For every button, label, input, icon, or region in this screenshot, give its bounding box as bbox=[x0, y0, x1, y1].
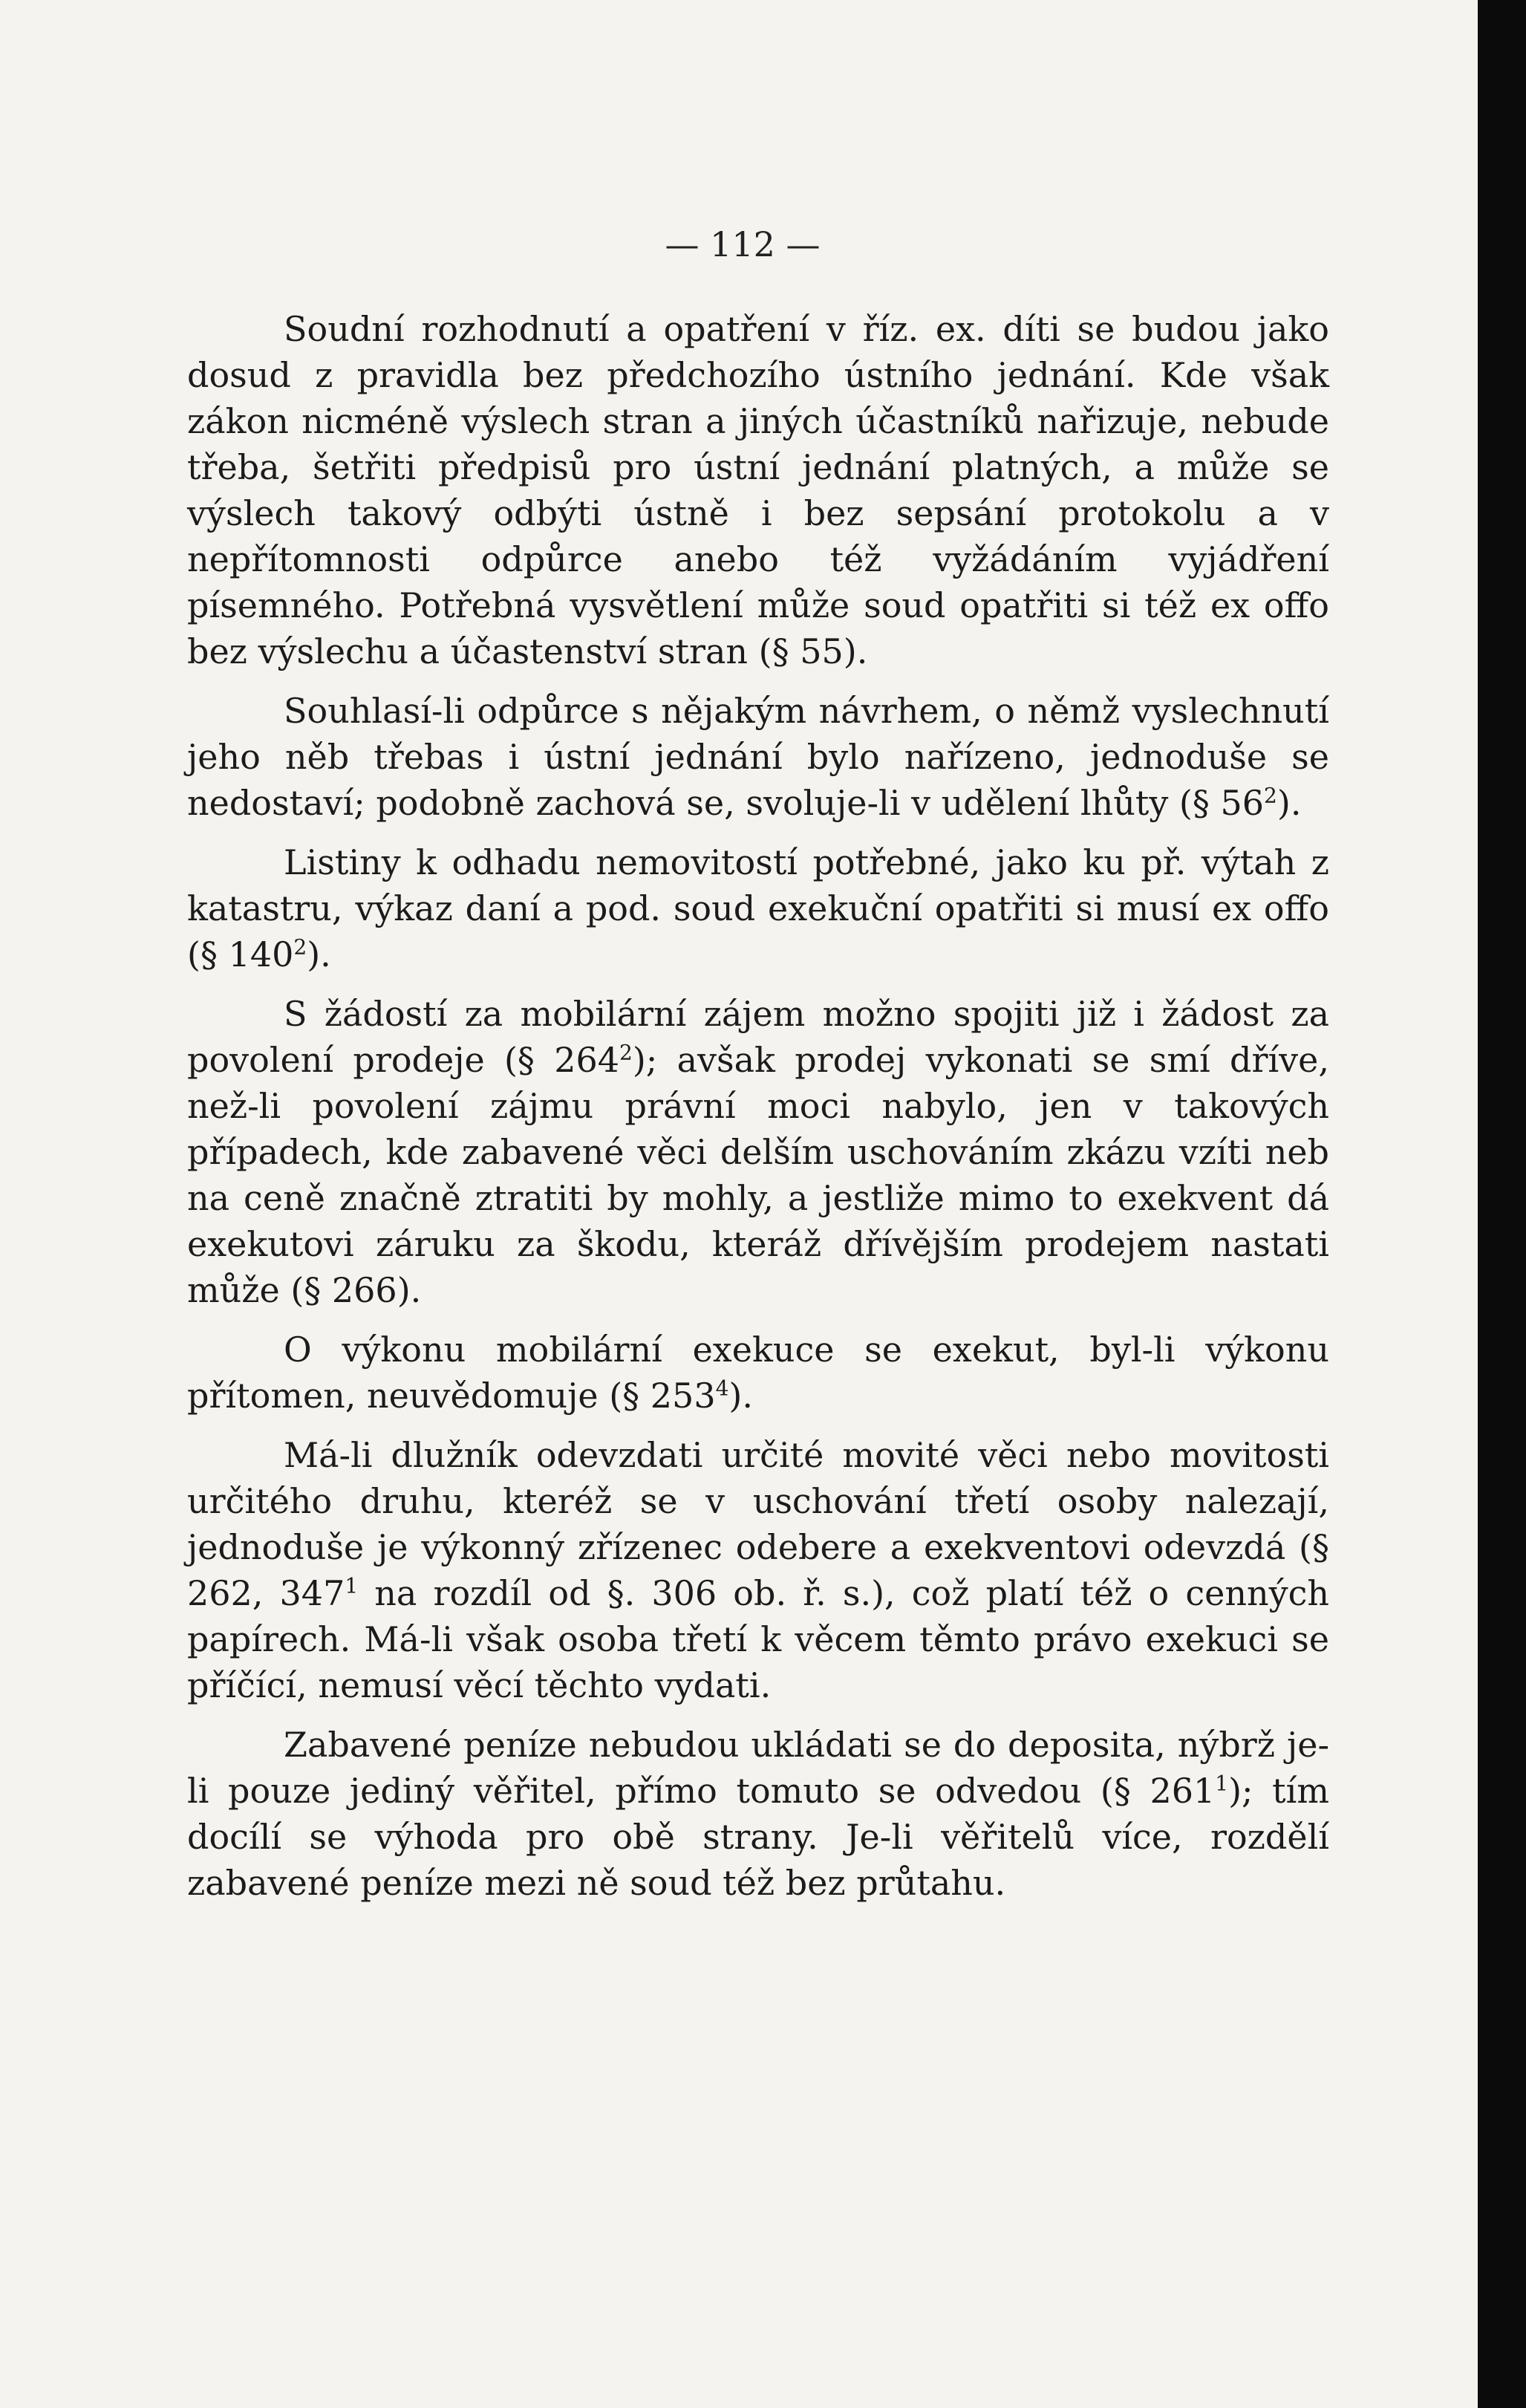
page-number: — 112 — bbox=[665, 224, 821, 264]
paragraph-text: na rozdíl od §. 306 ob. ř. s.), což platí též o cenných papírech. Má-li však osoba třetí k věcem těmto právo exekuci se příčící, nemusí věcí těchto vydati. bbox=[187, 1573, 1329, 1705]
footnote-superscript: 4 bbox=[715, 1376, 729, 1401]
paragraph-text: ); tím docílí se výhoda pro obě strany. Je-li věřitelů více, rozdělí zabavené peníze mezi ně soud též bez průtahu. bbox=[187, 1771, 1329, 1903]
paragraph bbox=[187, 1432, 1329, 1708]
body-text bbox=[187, 306, 1329, 1919]
paragraph-text: ); avšak prodej vykonati se smí dříve, než-li povolení zájmu právní moci nabylo, jen v takových případech, kde zabavené věci delším uschováním zkázu vzíti neb na ceně značně ztratiti by mohly, a jestliže mimo to exekvent dá exekutovi záruku za škodu, kteráž dřívějším prodejem nastati může (§ 266). bbox=[187, 1040, 1330, 1310]
paragraph-text: ). bbox=[728, 1376, 753, 1416]
page-edge bbox=[1478, 0, 1526, 2408]
paragraph-text: Listiny k odhadu nemovitostí potřebné, jako ku př. výtah z katastru, výkaz daní a pod. soud exekuční opatřiti si musí ex offo (§ 140 bbox=[187, 842, 1329, 974]
footnote-superscript: 1 bbox=[1215, 1771, 1229, 1796]
paragraph-text: Zabavené peníze nebudou ukládati se do deposita, nýbrž je-li pouze jediný věřitel, přímo tomuto se odvedou (§ 261 bbox=[187, 1725, 1329, 1811]
paragraph-text: O výkonu mobilární exekuce se exekut, byl-li výkonu přítomen, neuvědomuje (§ 253 bbox=[187, 1330, 1329, 1416]
paragraph-text: ). bbox=[1276, 783, 1302, 823]
paragraph bbox=[187, 688, 1329, 826]
paragraph-text: Souhlasí-li odpůrce s nějakým návrhem, o němž vyslechnutí jeho něb třebas i ústní jednání bylo nařízeno, jednoduše se nedostaví; podobně zachová se, svoluje-li v udělení lhůty (§ 56 bbox=[187, 691, 1329, 823]
paragraph bbox=[187, 1722, 1329, 1906]
paragraph-text: Má-li dlužník odevzdati určité movité věci nebo movitosti určitého druhu, kteréž se v uschování třetí osoby nalezají, jednoduše je výkonný zřízenec odebere a exekventovi odevzdá (§ 262, 347 bbox=[187, 1435, 1329, 1613]
paragraph bbox=[187, 839, 1329, 977]
paragraph-text: S žádostí za mobilární zájem možno spojiti již i žádost za povolení prodeje (§ 264 bbox=[187, 994, 1329, 1080]
footnote-superscript: 2 bbox=[293, 934, 307, 960]
footnote-superscript: 1 bbox=[345, 1573, 359, 1598]
paragraph bbox=[187, 991, 1329, 1313]
paragraph bbox=[187, 1327, 1329, 1419]
paragraph-text: ). bbox=[307, 934, 331, 974]
paragraph-text: Soudní rozhodnutí a opatření v říz. ex. díti se budou jako dosud z pravidla bez předchozího ústního jednání. Kde však zákon nicméně výslech stran a jiných účastníků nařizuje, nebude třeba, šetřiti předpisů pro ústní jednání platných, a může se výslech takový odbýti ústně i bez sepsání protokolu a v nepřítomnosti odpůrce anebo též vyžádáním vyjádření písemného. Potřebná vysvětlení může soud opatřiti si též ex offo bez výslechu a účastenství stran (§ 55). bbox=[187, 309, 1329, 671]
footnote-superscript: 2 bbox=[1264, 783, 1277, 808]
paragraph bbox=[187, 306, 1329, 674]
footnote-superscript: 2 bbox=[619, 1040, 633, 1065]
